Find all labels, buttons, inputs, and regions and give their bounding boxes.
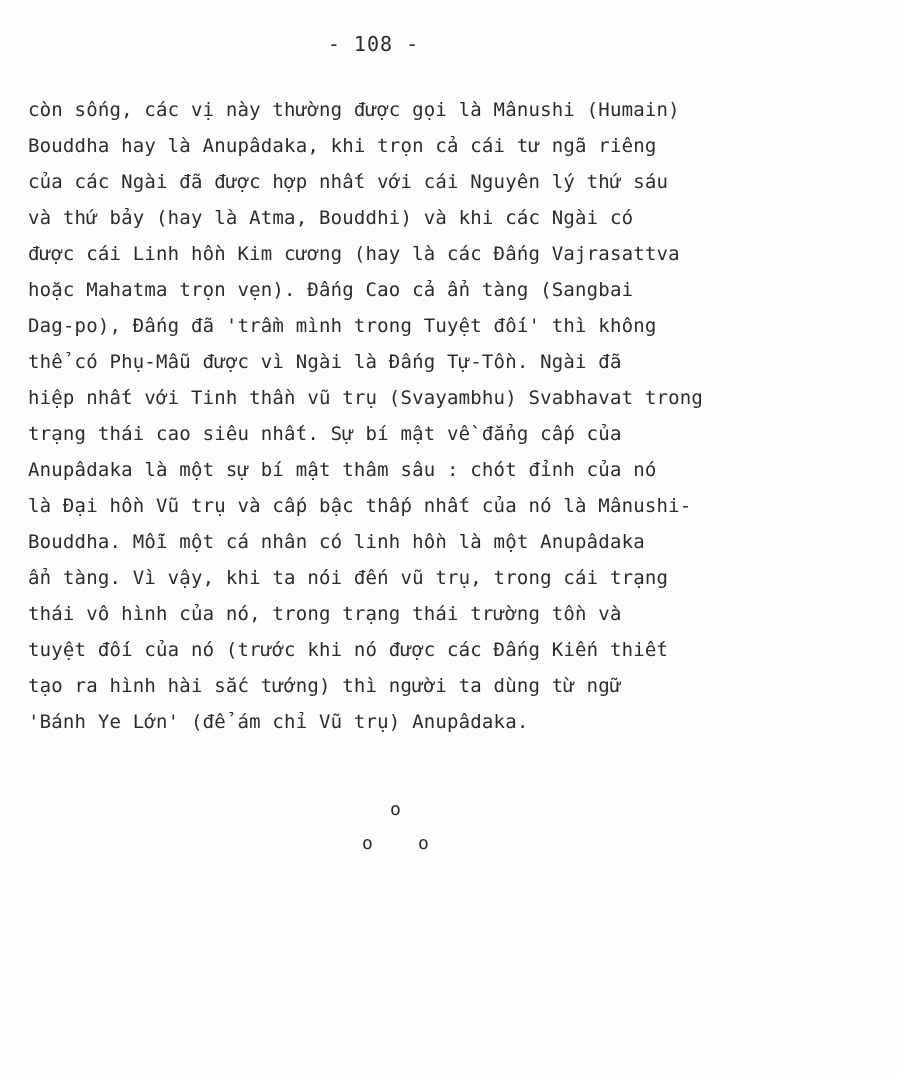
text-line: Anupâdaka là một sự bí mật thâm sâu : chót đỉnh của nó [28, 459, 657, 481]
text-line: và thứ bảy (hay là Atma, Bouddhi) và khi các Ngài có [28, 207, 634, 229]
separator-mark: o [390, 799, 401, 820]
text-line: còn sống, các vị này thường được gọi là Mânushi (Humain) [28, 99, 680, 121]
separator-mark: o [418, 833, 429, 854]
text-line: tạo ra hình hài sắc tướng) thì người ta dùng từ ngữ [28, 675, 622, 697]
text-line: thể có Phụ-Mẫu được vì Ngài là Đấng Tự-Tồn. Ngài đã [28, 351, 622, 373]
text-line: hoặc Mahatma trọn vẹn). Đấng Cao cả ẩn tàng (Sangbai [28, 279, 634, 301]
text-line: của các Ngài đã được hợp nhất với cái Nguyên lý thứ sáu [28, 171, 669, 193]
text-line: được cái Linh hồn Kim cương (hay là các Đấng Vajrasattva [28, 243, 680, 265]
text-line: Dag-po), Đấng đã 'trầm mình trong Tuyệt đối' thì không [28, 315, 657, 337]
separator-mark: o [362, 833, 373, 854]
text-line: hiệp nhất với Tinh thần vũ trụ (Svayambhu) Svabhavat trong [28, 387, 704, 409]
section-separator [360, 795, 440, 855]
text-line: Bouddha. Mỗi một cá nhân có linh hồn là một Anupâdaka [28, 531, 645, 553]
text-line: trạng thái cao siêu nhất. Sự bí mật về đẳng cấp của [28, 423, 622, 445]
text-line: Bouddha hay là Anupâdaka, khi trọn cả cái tư ngã riêng [28, 135, 657, 157]
text-line: tuyệt đối của nó (trước khi nó được các Đấng Kiến thiết [28, 639, 669, 661]
page-number: - 108 - [327, 32, 420, 56]
text-line: 'Bánh Ye Lớn' (để ám chỉ Vũ trụ) Anupâdaka. [28, 711, 529, 733]
text-line: thái vô hình của nó, trong trạng thái trường tồn và [28, 603, 622, 625]
text-line: ẩn tàng. Vì vậy, khi ta nói đến vũ trụ, trong cái trạng [28, 567, 669, 589]
text-line: là Đại hồn Vũ trụ và cấp bậc thấp nhất của nó là Mânushi- [28, 495, 692, 517]
body-paragraph [28, 92, 888, 740]
